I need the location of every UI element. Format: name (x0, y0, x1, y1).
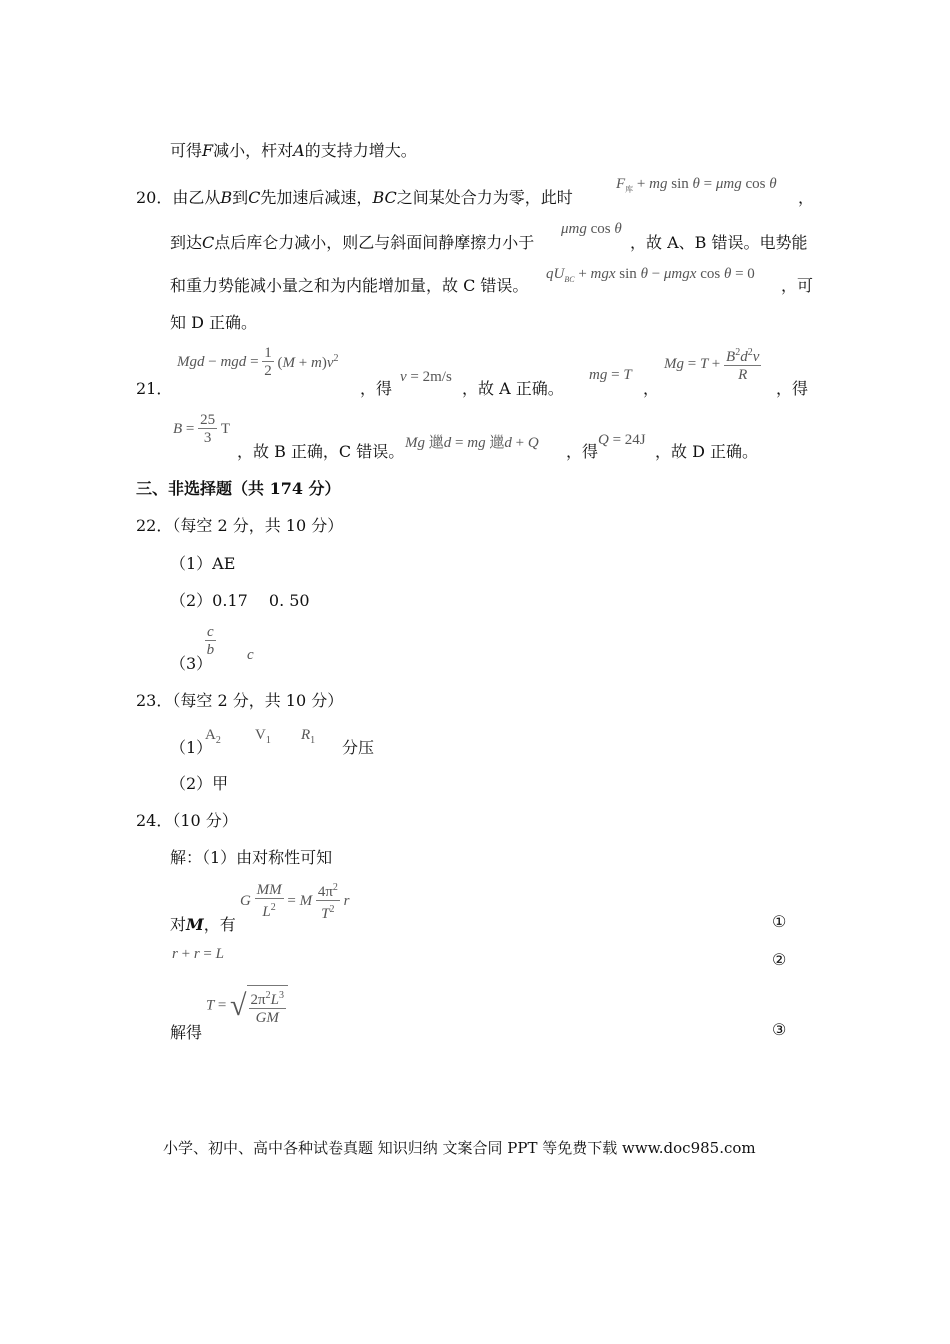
formula-heat: Mg 邋d = mg 邋d + Q (405, 435, 539, 451)
formula-ratio: $\frac{c}{b}$ (206, 624, 215, 658)
text: ，得 (776, 379, 809, 398)
resistor: $R_1$ (301, 727, 316, 746)
question-24-result-label: 解得 (170, 1023, 203, 1042)
question-21-number: 21． (136, 379, 173, 398)
formula-heat-value: Q = 24J (598, 432, 646, 448)
question-22-part-1: （1）AE (170, 554, 236, 573)
equation-marker-2: ② (772, 950, 787, 969)
meter-ammeter: $A_2$ (205, 727, 221, 746)
punct: ， (798, 188, 815, 207)
formula-c: c (247, 647, 254, 663)
question-22-part-3: （3） (170, 654, 213, 673)
formula-friction-balance: $F_库$ + mg sin θ = μmg cos θ (616, 176, 777, 194)
question-23-part-1: （1） (170, 738, 213, 757)
formula-velocity: v = 2m/s (400, 369, 452, 385)
question-24-heading: 24．（10 分） (136, 811, 238, 830)
equation-marker-3: ③ (772, 1020, 787, 1039)
meter-voltmeter: $V_1$ (255, 727, 271, 746)
question-20-line-2: 到达C点后库仑力减小，则乙与斜面间静摩擦力小于 (170, 233, 535, 252)
text: ， (643, 379, 660, 398)
question-22-part-2: （2）0.17 0. 50 (170, 591, 310, 610)
text: ，故 D 正确。 (655, 442, 759, 461)
text: ，得 (566, 442, 599, 461)
question-20-line-2-end: ，故 A、B 错误。电势能 (630, 233, 808, 252)
equation-marker-1: ① (772, 912, 787, 931)
question-20-line-3: 和重力势能减小量之和为内能增加量，故 C 错误。 (170, 276, 529, 295)
section-heading: 三、非选择题（共 174 分） (136, 479, 341, 498)
question-24-solution: 解：（1）由对称性可知 (170, 848, 333, 867)
formula-energy: $qU_{BC}$ + mgx sin θ − μmgx cos θ = 0 (546, 266, 755, 284)
question-22-heading: 22．（每空 2 分，共 10 分） (136, 516, 344, 535)
question-20-line-1: 20．由乙从B到C先加速后减速，BC之间某处合力为零，此时 (136, 188, 573, 207)
text: ，得 (360, 379, 393, 398)
text: ，故 B 正确，C 错误。 (237, 442, 405, 461)
formula-field-strength: B = $\frac{25}{3}$ T (173, 412, 231, 446)
answer-voltage-divider: 分压 (342, 738, 375, 757)
formula-tension: mg = T (589, 367, 632, 383)
question-24-for-M: 对M，有 (170, 915, 236, 934)
question-20-line-3-end: ，可 (781, 276, 814, 295)
formula-static-friction: μmg cos θ (561, 221, 622, 237)
formula-distance: r + r = L (172, 946, 224, 962)
text-line-1: 可得F减小，杆对A的支持力增大。 (170, 141, 417, 160)
formula-period: T = √ $\frac{2\pi^2L^3}{GM}$ (206, 985, 288, 1027)
formula-gravitation: G $\frac{MM}{L^2}$ = M $\frac{4\pi^2}{T^2}$ r (240, 882, 350, 922)
question-20-line-4: 知 D 正确。 (170, 313, 258, 332)
text: ，故 A 正确。 (462, 379, 564, 398)
question-23-part-2: （2）甲 (170, 774, 229, 793)
formula-ampere-force: Mg = T + $\frac{B^2d^2v}{R}$ (664, 347, 760, 383)
question-23-heading: 23．（每空 2 分，共 10 分） (136, 691, 344, 710)
formula-energy-conservation: Mgd − mgd = $\frac{1}{2}$ $(M + m)v^2$ (177, 345, 339, 379)
question-number: 20． (136, 188, 173, 207)
page-footer: 小学、初中、高中各种试卷真题 知识归纳 文案合同 PPT 等免费下载 www.doc985.com (163, 1139, 756, 1157)
